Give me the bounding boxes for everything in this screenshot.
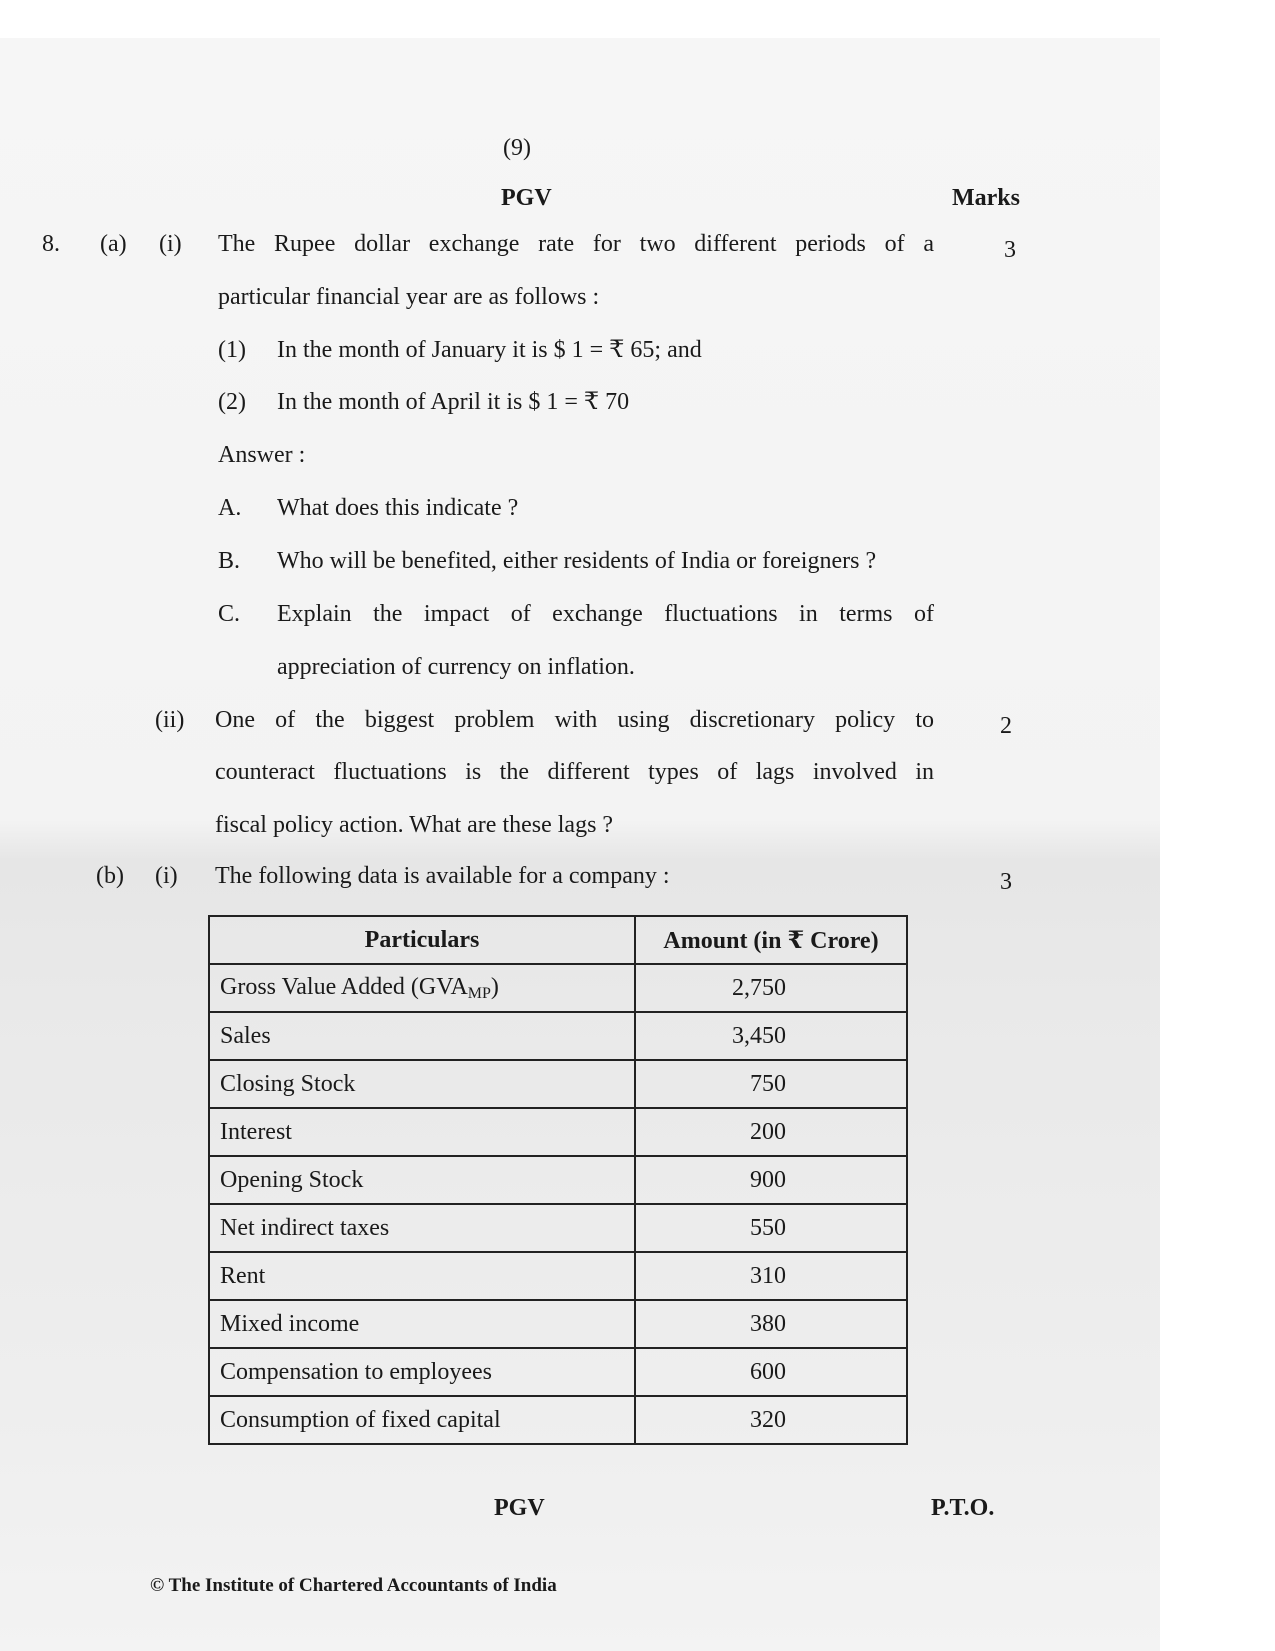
sub-question-text: appreciation of currency on inflation. xyxy=(277,654,635,680)
question-text: particular financial year are as follows : xyxy=(218,284,600,310)
particular-cell: Interest xyxy=(209,1108,635,1156)
particular-cell: Rent xyxy=(209,1252,635,1300)
subpart-a-i-label: (i) xyxy=(159,231,182,257)
amount-cell: 2,750 xyxy=(635,964,907,1012)
paper-code: PGV xyxy=(501,185,552,211)
marks-heading: Marks xyxy=(952,185,1020,211)
sub-question-letter: A. xyxy=(218,495,242,521)
table-row xyxy=(209,1252,907,1300)
copyright-notice: © The Institute of Chartered Accountants of India xyxy=(150,1575,557,1596)
marks-value: 3 xyxy=(1004,237,1016,263)
subpart-b-i-label: (i) xyxy=(155,863,178,889)
question-text: The Rupee dollar exchange rate for two different periods of a xyxy=(218,231,934,257)
list-item-text: In the month of January it is $ 1 = ₹ 65; and xyxy=(277,337,702,363)
table-row xyxy=(209,1060,907,1108)
table-row xyxy=(209,1300,907,1348)
question-number: 8. xyxy=(42,231,60,257)
subpart-a-ii-label: (ii) xyxy=(155,707,185,733)
list-item-text: In the month of April it is $ 1 = ₹ 70 xyxy=(277,389,630,415)
table-row xyxy=(209,1012,907,1060)
amount-cell: 550 xyxy=(635,1204,907,1252)
table-row xyxy=(209,964,907,1012)
amount-cell: 200 xyxy=(635,1108,907,1156)
table-row xyxy=(209,1108,907,1156)
column-header-amount: Amount (in ₹ Crore) xyxy=(635,916,907,964)
table-row xyxy=(209,1204,907,1252)
amount-cell: 320 xyxy=(635,1396,907,1444)
amount-cell: 600 xyxy=(635,1348,907,1396)
list-item-number: (2) xyxy=(218,389,246,415)
particular-cell: Mixed income xyxy=(209,1300,635,1348)
particular-cell: Sales xyxy=(209,1012,635,1060)
particular-cell: Consumption of fixed capital xyxy=(209,1396,635,1444)
question-text: fiscal policy action. What are these lags ? xyxy=(215,812,614,838)
marks-value: 2 xyxy=(1000,713,1012,739)
question-text: counteract fluctuations is the different types of lags involved in xyxy=(215,759,934,785)
amount-cell: 310 xyxy=(635,1252,907,1300)
page-number: (9) xyxy=(503,135,531,161)
sub-question-text: What does this indicate ? xyxy=(277,495,519,521)
part-a-label: (a) xyxy=(100,231,127,257)
table-row xyxy=(209,1348,907,1396)
amount-cell: 750 xyxy=(635,1060,907,1108)
amount-cell: 3,450 xyxy=(635,1012,907,1060)
particular-cell: Opening Stock xyxy=(209,1156,635,1204)
amount-cell: 900 xyxy=(635,1156,907,1204)
table-row xyxy=(209,1396,907,1444)
pto-label: P.T.O. xyxy=(931,1495,995,1521)
question-text: One of the biggest problem with using discretionary policy to xyxy=(215,707,934,733)
footer-paper-code: PGV xyxy=(494,1495,545,1521)
question-text: The following data is available for a company : xyxy=(215,863,670,889)
answer-label: Answer : xyxy=(218,442,306,468)
column-header-particulars: Particulars xyxy=(209,916,635,964)
amount-cell: 380 xyxy=(635,1300,907,1348)
particular-cell: Closing Stock xyxy=(209,1060,635,1108)
part-b-label: (b) xyxy=(96,863,124,889)
particular-cell: Compensation to employees xyxy=(209,1348,635,1396)
marks-value: 3 xyxy=(1000,869,1012,895)
list-item-number: (1) xyxy=(218,337,246,363)
company-data-table xyxy=(208,915,908,1445)
table-row xyxy=(209,1156,907,1204)
sub-question-letter: C. xyxy=(218,601,241,627)
table-header-row xyxy=(209,916,907,964)
particular-cell: Gross Value Added $(GVA_{MP})$ xyxy=(209,964,635,1012)
sub-question-text: Who will be benefited, either residents of India or foreigners ? xyxy=(277,548,877,574)
particular-cell: Net indirect taxes xyxy=(209,1204,635,1252)
sub-question-text: Explain the impact of exchange fluctuations in terms of xyxy=(277,601,934,627)
sub-question-letter: B. xyxy=(218,548,241,574)
